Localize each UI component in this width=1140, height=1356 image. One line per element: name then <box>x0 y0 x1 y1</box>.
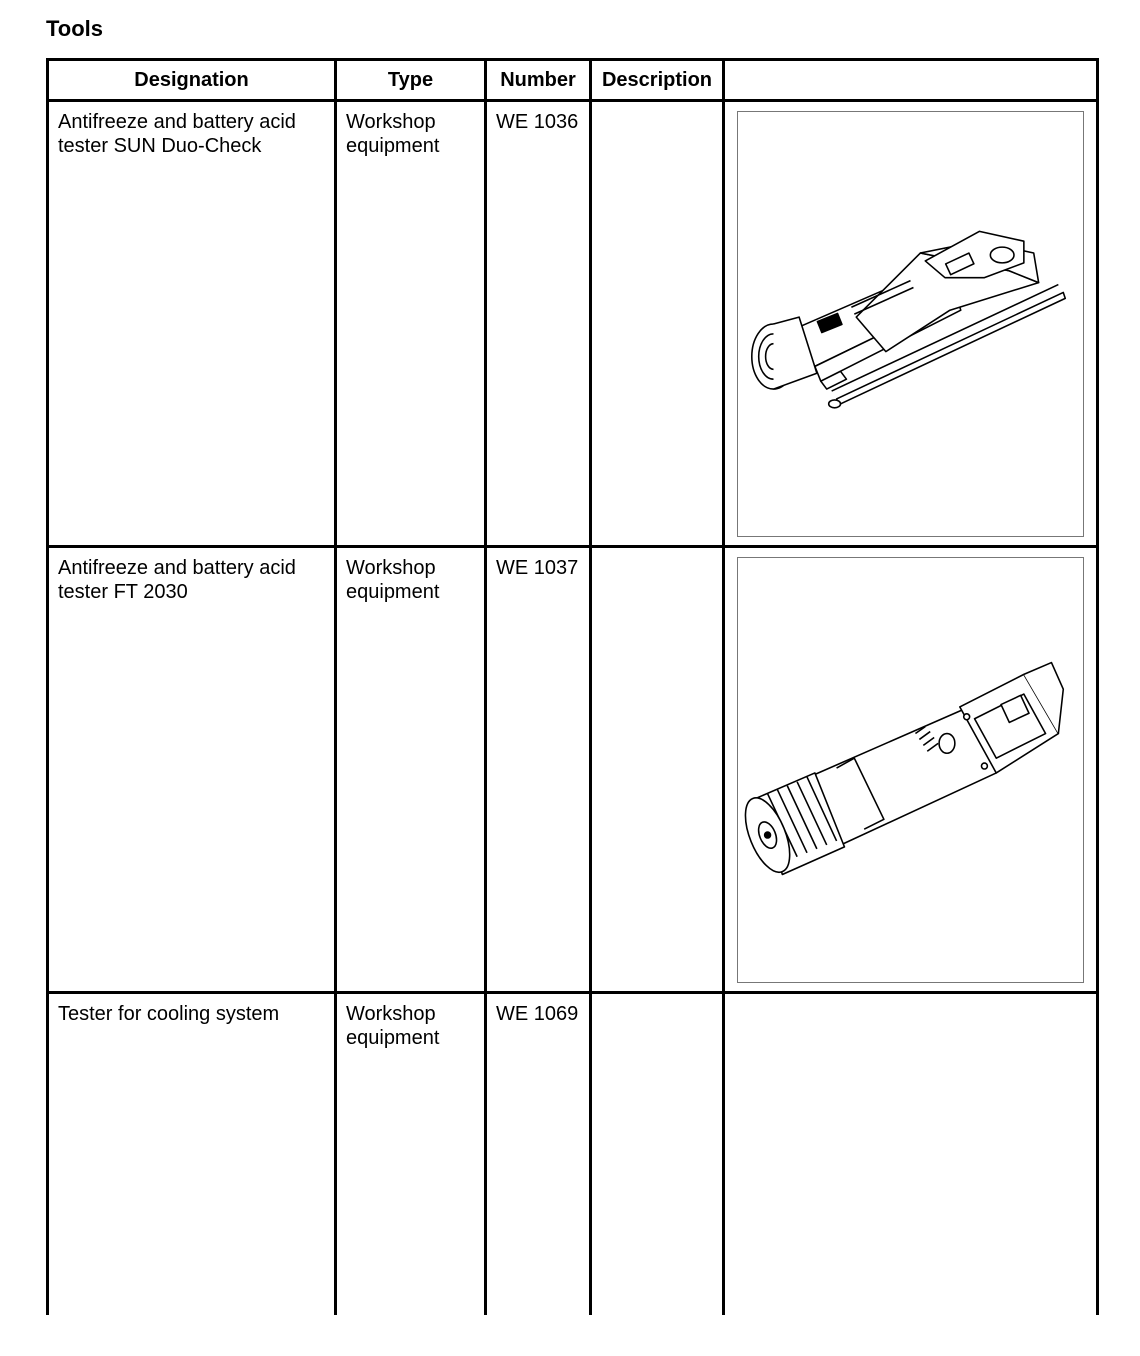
number-text: WE 1036 <box>496 111 579 133</box>
header-number: Number <box>486 60 591 101</box>
designation-text: Tester for cooling system <box>58 1003 280 1025</box>
cell-number <box>486 993 591 1315</box>
designation-text: Antifreeze and battery acid tester SUN Duo-Check <box>58 111 296 157</box>
tools-table <box>46 58 1099 1315</box>
cell-number <box>486 547 591 993</box>
header-image <box>724 60 1098 101</box>
cell-description <box>591 993 724 1315</box>
cell-type <box>336 101 486 547</box>
table-row <box>48 993 1098 1315</box>
type-text: Workshop equipment <box>346 1003 440 1049</box>
image-frame <box>737 111 1084 537</box>
cell-description <box>591 547 724 993</box>
header-designation: Designation <box>48 60 336 101</box>
cell-image <box>724 547 1098 993</box>
number-text: WE 1037 <box>496 557 579 579</box>
header-description: Description <box>591 60 724 101</box>
designation-text: Antifreeze and battery acid tester FT 2030 <box>58 557 296 603</box>
cell-image <box>724 993 1098 1315</box>
description-text <box>592 994 722 1002</box>
number-text: WE 1069 <box>496 1003 579 1025</box>
cell-designation <box>48 993 336 1315</box>
ribbed-barrel-refractometer-icon <box>738 558 1083 982</box>
type-text: Workshop equipment <box>346 111 440 157</box>
cell-designation <box>48 101 336 547</box>
cell-description <box>591 101 724 547</box>
type-text: Workshop equipment <box>346 557 440 603</box>
header-row <box>48 60 1098 101</box>
header-type: Type <box>336 60 486 101</box>
description-text <box>592 548 722 556</box>
refractometer-with-hinged-prism-cover-icon <box>738 112 1083 536</box>
table-row <box>48 101 1098 547</box>
cell-type <box>336 993 486 1315</box>
image-frame <box>737 557 1084 983</box>
cell-type <box>336 547 486 993</box>
table-row <box>48 547 1098 993</box>
description-text <box>592 102 722 110</box>
cell-number <box>486 101 591 547</box>
cell-image <box>724 101 1098 547</box>
cell-designation <box>48 547 336 993</box>
section-title: Tools <box>46 16 104 41</box>
